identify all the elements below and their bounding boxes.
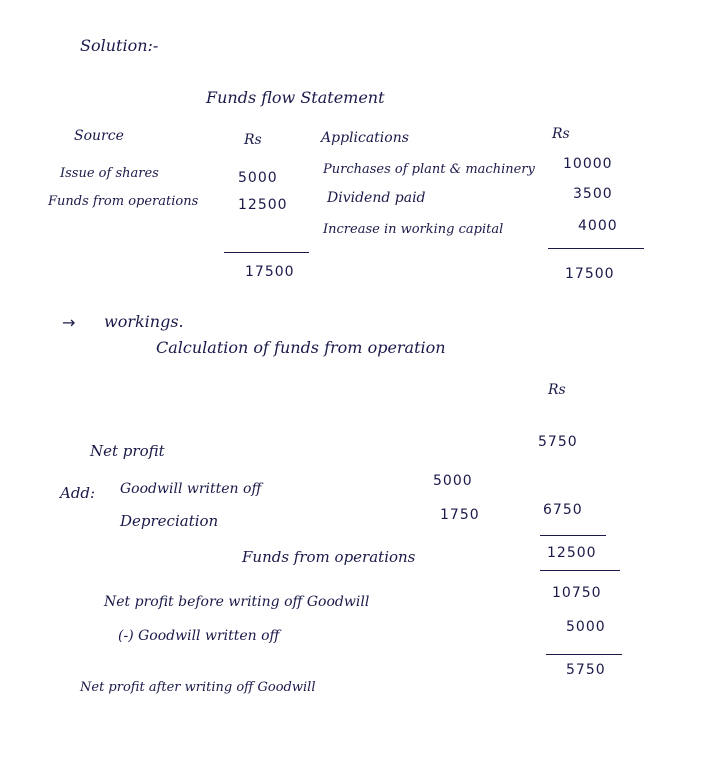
solution-label: Solution:- [80,36,159,55]
depreciation-label: Depreciation [120,512,219,530]
source-amount-issue-of-shares: 5000 [238,170,278,186]
total-amount-left: 17500 [245,264,295,280]
goodwill-label: Goodwill written off [120,481,262,497]
funds-from-operations-amount: 12500 [547,545,597,561]
funds-from-operations-label: Funds from operations [242,548,416,566]
application-amount-plant-machinery: 10000 [563,156,613,172]
np-after-goodwill-amount: 5750 [566,662,606,678]
source-label-funds-from-operations: Funds from operations [48,194,199,209]
arrow-icon: → [62,313,76,332]
less-goodwill-amount: 5000 [566,619,606,635]
application-amount-dividend-paid: 3500 [573,186,613,202]
np-before-goodwill-label: Net profit before writing off Goodwill [104,594,370,610]
workings-label: workings. [104,312,184,331]
net-profit-amount: 5750 [538,434,578,450]
goodwill-amount: 5000 [433,473,473,489]
less-goodwill-label: (-) Goodwill written off [118,628,280,644]
final-rule [546,654,622,655]
add-total-amount: 6750 [543,502,583,518]
statement-title: Funds flow Statement [206,88,385,107]
application-amount-working-capital: 4000 [578,218,618,234]
total-rule-left [224,252,309,253]
total-rule-right [548,248,644,249]
total-amount-right: 17500 [565,266,615,282]
workings-title: Calculation of funds from operation [156,338,446,357]
application-label-working-capital: Increase in working capital [323,222,504,237]
header-rs-right: Rs [552,126,570,142]
np-before-goodwill-amount: 10750 [552,585,602,601]
source-label-issue-of-shares: Issue of shares [60,166,159,181]
source-amount-funds-from-operations: 12500 [238,197,288,213]
application-label-dividend-paid: Dividend paid [327,190,426,206]
header-applications: Applications [321,130,409,146]
workings-rs-header: Rs [548,382,566,398]
np-after-goodwill-label: Net profit after writing off Goodwill [80,680,316,695]
funds-rule-top [540,535,606,536]
header-source: Source [74,128,124,144]
funds-rule-bottom [540,570,620,571]
application-label-plant-machinery: Purchases of plant & machinery [323,162,535,177]
add-label: Add: [60,484,96,502]
header-rs-left: Rs [244,132,262,148]
depreciation-amount: 1750 [440,507,480,523]
net-profit-label: Net profit [90,442,165,460]
